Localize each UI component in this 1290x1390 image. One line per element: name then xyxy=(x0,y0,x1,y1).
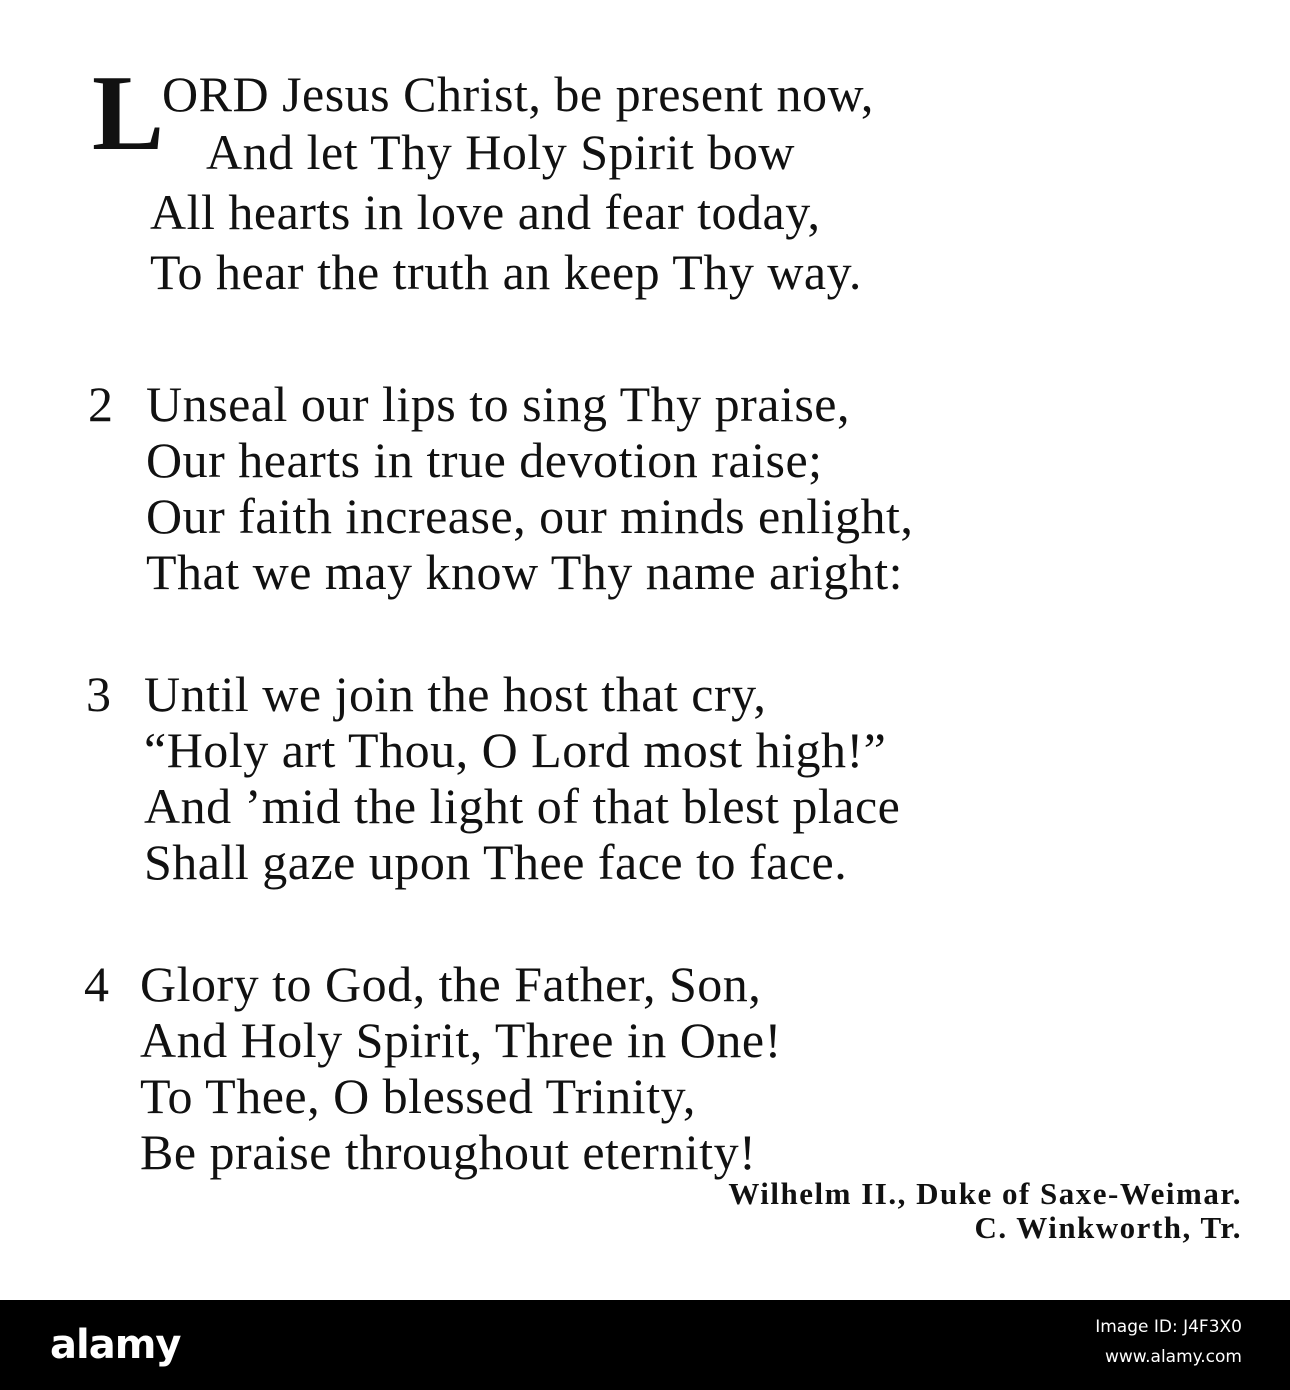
stanza-4-number: 4 xyxy=(84,956,109,1012)
stanza-3-line-4: Shall gaze upon Thee face to face. xyxy=(144,834,848,890)
translator-credit: C. Winkworth, Tr. xyxy=(974,1210,1242,1245)
stanza-3-number: 3 xyxy=(86,666,111,722)
stanza-1-line-3: All hearts in love and fear today, xyxy=(150,184,821,240)
stanza-3-line-1: Until we join the host that cry, xyxy=(144,666,767,722)
stanza-3-line-3: And ’mid the light of that blest place xyxy=(144,778,901,834)
stanza-2-line-2: Our hearts in true devotion raise; xyxy=(146,432,823,488)
stanza-3-line-2: “Holy art Thou, O Lord most high!” xyxy=(144,722,887,778)
alamy-logo: alamy xyxy=(50,1322,181,1368)
stanza-2-line-4: That we may know Thy name aright: xyxy=(146,544,904,600)
image-id-block xyxy=(1095,1312,1242,1372)
watermark-banner xyxy=(0,1300,1290,1390)
image-id: Image ID: J4F3X0 xyxy=(1095,1317,1242,1337)
stanza-1-line-1: ORD Jesus Christ, be present now, xyxy=(162,66,874,122)
site-url: www.alamy.com xyxy=(1104,1347,1242,1367)
stanza-2-line-3: Our faith increase, our minds enlight, xyxy=(146,488,914,544)
stanza-4-line-3: To Thee, O blessed Trinity, xyxy=(140,1068,696,1124)
author-credit: Wilhelm II., Duke of Saxe-Weimar. xyxy=(728,1176,1242,1211)
stanza-4-line-1: Glory to God, the Father, Son, xyxy=(140,956,762,1012)
drop-cap: L xyxy=(92,54,165,173)
stanza-1-line-2: And let Thy Holy Spirit bow xyxy=(206,124,795,180)
stanza-1-line-4: To hear the truth an keep Thy way. xyxy=(150,244,862,300)
stanza-4-line-2: And Holy Spirit, Three in One! xyxy=(140,1012,782,1068)
stanza-2-line-1: Unseal our lips to sing Thy praise, xyxy=(146,376,850,432)
stanza-2-number: 2 xyxy=(88,376,113,432)
stanza-4-line-4: Be praise throughout eternity! xyxy=(140,1124,757,1180)
